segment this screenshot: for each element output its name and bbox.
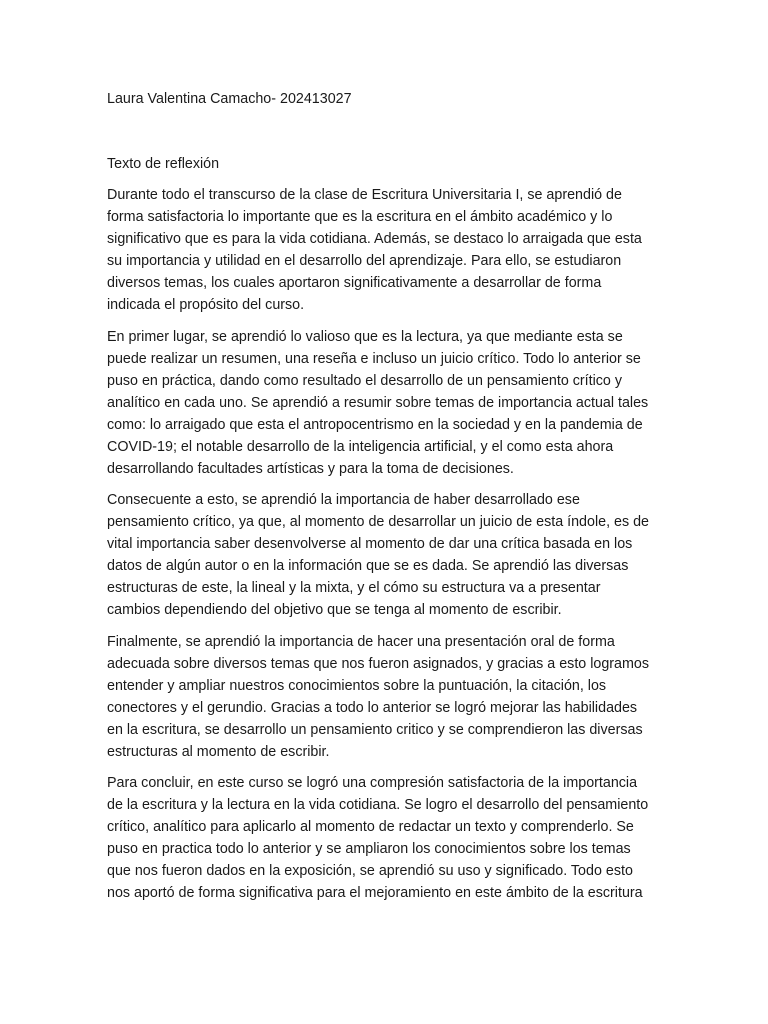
- paragraph-line: Consecuente a esto, se aprendió la importancia de haber desarrollado ese: [107, 492, 580, 508]
- paragraph-line: como: lo arraigado que esta el antropocentrismo en la sociedad y en la pandemia de: [107, 416, 643, 433]
- paragraph-line: conectores y el gerundio. Gracias a todo lo anterior se logró mejorar las habilidades: [107, 699, 638, 716]
- paragraph-line: puso en practica todo lo anterior y se ampliaron los conocimientos sobre los temas: [107, 841, 631, 857]
- paragraph-line: datos de algún autor o en la información que se es dada. Se aprendió las diversas: [107, 558, 629, 574]
- paragraph-line: COVID-19; el notable desarrollo de la inteligencia artificial, y el como esta ahora: [107, 438, 614, 455]
- paragraph-line: en la escritura, se desarrollo un pensamiento critico y se comprendieron las diversas: [107, 721, 643, 738]
- paragraph-line: significativo que es para la vida cotidiana. Además, se destaco lo arraigada que esta: [107, 231, 642, 247]
- paragraph-line: indicada el propósito del curso.: [107, 297, 305, 313]
- paragraph-line: Para concluir, en este curso se logró una compresión satisfactoria de la importancia: [107, 775, 638, 791]
- body-paragraph: [107, 326, 663, 480]
- body-paragraph: [107, 631, 663, 763]
- paragraph-line: forma satisfactoria lo importante que es la escritura en el ámbito académico y lo: [107, 209, 613, 225]
- paragraph-line: Durante todo el transcurso de la clase de Escritura Universitaria I, se aprendió de: [107, 187, 622, 203]
- body-paragraph: [107, 772, 663, 904]
- author-line: Laura Valentina Camacho- 202413027: [107, 91, 352, 107]
- document-body: [107, 184, 663, 904]
- paragraph-line: puso en práctica, dando como resultado el desarrollo de un pensamiento crítico y: [107, 372, 622, 389]
- paragraph-line: cambios dependiendo del objetivo que se tenga al momento de escribir.: [107, 602, 562, 618]
- paragraph-line: desarrollando facultades artísticas y para la toma de decisiones.: [107, 460, 514, 477]
- paragraph-line: analítico en cada uno. Se aprendió a resumir sobre temas de importancia actual tales: [107, 394, 649, 411]
- paragraph-line: de la escritura y la lectura en la vida cotidiana. Se logro el desarrollo del pensamiento: [107, 797, 649, 813]
- document-page: [107, 88, 663, 914]
- paragraph-line: nos aportó de forma significativa para el mejoramiento en este ámbito de la escritura: [107, 885, 643, 901]
- paragraph-line: adecuada sobre diversos temas que nos fueron asignados, y gracias a esto logramos: [107, 655, 650, 672]
- paragraph-line: pensamiento crítico, ya que, al momento de desarrollar un juicio de esta índole, es de: [107, 514, 650, 530]
- document-heading: Texto de reflexión: [107, 156, 220, 172]
- paragraph-line: Finalmente, se aprendió la importancia de hacer una presentación oral de forma: [107, 633, 615, 650]
- paragraph-line: crítico, analítico para aplicarlo al momento de redactar un texto y comprenderlo. Se: [107, 819, 634, 835]
- paragraph-line: que nos fueron dados en la exposición, se aprendió su uso y significado. Todo esto: [107, 863, 633, 879]
- paragraph-line: estructuras de este, la lineal y la mixta, y el cómo su estructura va a presentar: [107, 580, 601, 596]
- paragraph-line: En primer lugar, se aprendió lo valioso que es la lectura, ya que mediante esta se: [107, 328, 623, 345]
- body-paragraph: [107, 184, 663, 316]
- paragraph-line: puede realizar un resumen, una reseña e incluso un juicio crítico. Todo lo anterior se: [107, 350, 641, 367]
- paragraph-line: entender y ampliar nuestros conocimientos sobre la puntuación, la citación, los: [107, 677, 607, 694]
- paragraph-line: su importancia y utilidad en el desarrollo del aprendizaje. Para ello, se estudiaron: [107, 253, 622, 269]
- paragraph-line: estructuras al momento de escribir.: [107, 743, 330, 760]
- paragraph-line: vital importancia saber desenvolverse al momento de dar una crítica basada en los: [107, 536, 633, 552]
- body-paragraph: [107, 489, 663, 621]
- paragraph-line: diversos temas, los cuales aportaron significativamente a desarrollar de forma: [107, 275, 602, 291]
